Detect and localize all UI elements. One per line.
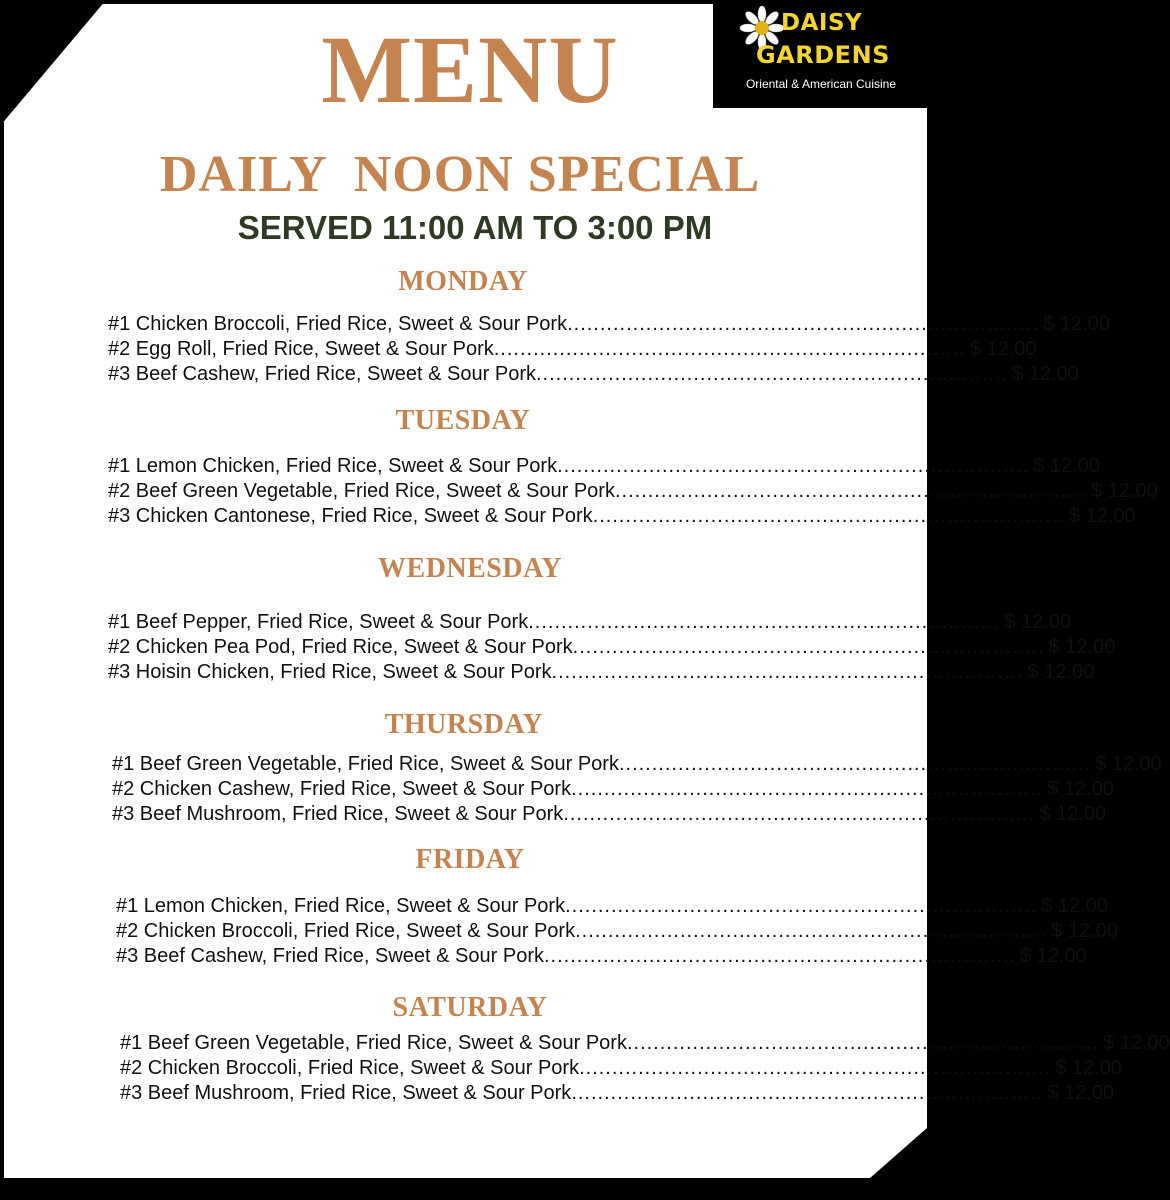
menu-item-price: $ 12.00 [1020, 945, 1087, 967]
menu-item-name: #3 Hoisin Chicken, Fried Rice, Sweet & Sour Pork [108, 661, 552, 683]
menu-item-row [108, 479, 1158, 503]
dot-leader: ........................................................................ [563, 803, 1036, 825]
menu-item-price: $ 12.00 [1047, 1082, 1115, 1104]
logo-tagline: Oriental & American Cuisine [745, 77, 897, 91]
menu-item-name: #1 Lemon Chicken, Fried Rice, Sweet & Sour Pork [116, 895, 566, 917]
menu-item-price: $ 12.00 [1048, 636, 1116, 658]
menu-item-row [108, 362, 1079, 386]
menu-item-row [112, 777, 1114, 801]
dot-leader: ........................................................................ [579, 1057, 1052, 1079]
menu-item-name: #3 Beef Mushroom, Fried Rice, Sweet & Sour Pork [112, 803, 564, 825]
menu-item-name: #2 Chicken Pea Pod, Fried Rice, Sweet & Sour Pork [108, 636, 573, 658]
menu-item-name: #1 Beef Pepper, Fried Rice, Sweet & Sour Pork [108, 611, 529, 633]
menu-item-price: $ 12.00 [1051, 920, 1118, 942]
menu-item-row [116, 944, 1087, 968]
menu-item-name: #1 Chicken Broccoli, Fried Rice, Sweet & Sour Pork [108, 313, 568, 335]
menu-item-row [116, 894, 1108, 918]
dot-leader: ........................................................................ [557, 455, 1030, 477]
menu-item-row [108, 337, 1037, 361]
menu-item-row [108, 454, 1100, 478]
menu-item-name: #2 Chicken Broccoli, Fried Rice, Sweet & Sour Pork [120, 1057, 580, 1079]
menu-item-price: $ 12.00 [1047, 778, 1114, 800]
menu-item-price: $ 12.00 [1043, 313, 1110, 335]
menu-item-row [108, 660, 1095, 684]
menu-item-name: #2 Beef Green Vegetable, Fried Rice, Sweet & Sour Pork [108, 480, 615, 502]
menu-item-name: #1 Beef Green Vegetable, Fried Rice, Sweet & Sour Pork [120, 1032, 627, 1054]
menu-item-row [120, 1081, 1115, 1105]
dot-leader: ........................................................................ [626, 1032, 1100, 1054]
daily-special-title: DAILY NOON SPECIAL [159, 146, 761, 203]
menu-item-name: #1 Lemon Chicken, Fried Rice, Sweet & Sour Pork [108, 455, 558, 477]
dot-leader: ........................................................................ [571, 778, 1044, 800]
menu-item-price: $ 12.00 [1095, 753, 1162, 775]
dot-leader: ........................................................................ [535, 363, 1009, 385]
dot-leader: ........................................................................ [543, 945, 1017, 967]
dot-leader: ........................................................................ [567, 313, 1040, 335]
menu-item-price: $ 12.00 [1041, 895, 1108, 917]
day-heading-thursday: THURSDAY [384, 709, 544, 740]
dot-leader: ........................................................................ [571, 1082, 1044, 1104]
day-heading-monday: MONDAY [398, 266, 528, 297]
dot-leader: ........................................................................ [592, 505, 1065, 527]
dot-leader: ........................................................................ [614, 480, 1088, 502]
logo-line-gardens: GARDENS [756, 41, 890, 69]
menu-item-name: #2 Chicken Cashew, Fried Rice, Sweet & Sour Pork [112, 778, 572, 800]
menu-item-row [112, 752, 1162, 776]
menu-item-row [112, 802, 1107, 826]
menu-item-price: $ 12.00 [1012, 363, 1079, 385]
menu-item-row [108, 504, 1136, 528]
menu-item-price: $ 12.00 [1039, 803, 1107, 825]
dot-leader: ........................................................................ [575, 920, 1048, 942]
logo-line-daisy: DAISY [781, 10, 863, 36]
menu-item-name: #3 Beef Cashew, Fried Rice, Sweet & Sour Pork [108, 363, 536, 385]
dot-leader: ........................................................................ [528, 611, 1001, 633]
menu-item-row [108, 312, 1110, 336]
day-heading-tuesday: TUESDAY [395, 405, 531, 436]
dot-leader: ........................................................................ [493, 338, 966, 360]
dot-leader: ........................................................................ [618, 753, 1092, 775]
menu-item-row [116, 919, 1118, 943]
day-heading-saturday: SATURDAY [392, 992, 548, 1023]
menu-item-name: #3 Chicken Cantonese, Fried Rice, Sweet & Sour Pork [108, 505, 593, 527]
menu-item-name: #2 Chicken Broccoli, Fried Rice, Sweet & Sour Pork [116, 920, 576, 942]
menu-item-price: $ 12.00 [1027, 661, 1095, 683]
menu-item-price: $ 12.00 [1004, 611, 1072, 633]
menu-item-name: #3 Beef Mushroom, Fried Rice, Sweet & Sour Pork [120, 1082, 572, 1104]
day-heading-wednesday: WEDNESDAY [378, 553, 562, 584]
menu-title: MENU [321, 16, 619, 123]
menu-item-name: #2 Egg Roll, Fried Rice, Sweet & Sour Pork [108, 338, 494, 360]
menu-item-row [120, 1056, 1122, 1080]
menu-item-price: $ 12.00 [1091, 480, 1158, 502]
menu-item-row [120, 1031, 1170, 1055]
menu-item-row [108, 610, 1072, 634]
menu-item-name: #1 Beef Green Vegetable, Fried Rice, Sweet & Sour Pork [112, 753, 619, 775]
served-hours: SERVED 11:00 AM TO 3:00 PM [237, 209, 713, 246]
menu-item-price: $ 12.00 [1103, 1032, 1170, 1054]
menu-item-price: $ 12.00 [1068, 505, 1136, 527]
dot-leader: ........................................................................ [551, 661, 1024, 683]
dot-leader: ........................................................................ [572, 636, 1045, 658]
menu-item-price: $ 12.00 [1033, 455, 1100, 477]
dot-leader: ........................................................................ [565, 895, 1038, 917]
menu-item-name: #3 Beef Cashew, Fried Rice, Sweet & Sour Pork [116, 945, 544, 967]
day-heading-friday: FRIDAY [415, 844, 525, 875]
menu-item-price: $ 12.00 [1055, 1057, 1122, 1079]
menu-item-price: $ 12.00 [969, 338, 1037, 360]
menu-item-row [108, 635, 1116, 659]
corner-stripes [0, 0, 140, 140]
